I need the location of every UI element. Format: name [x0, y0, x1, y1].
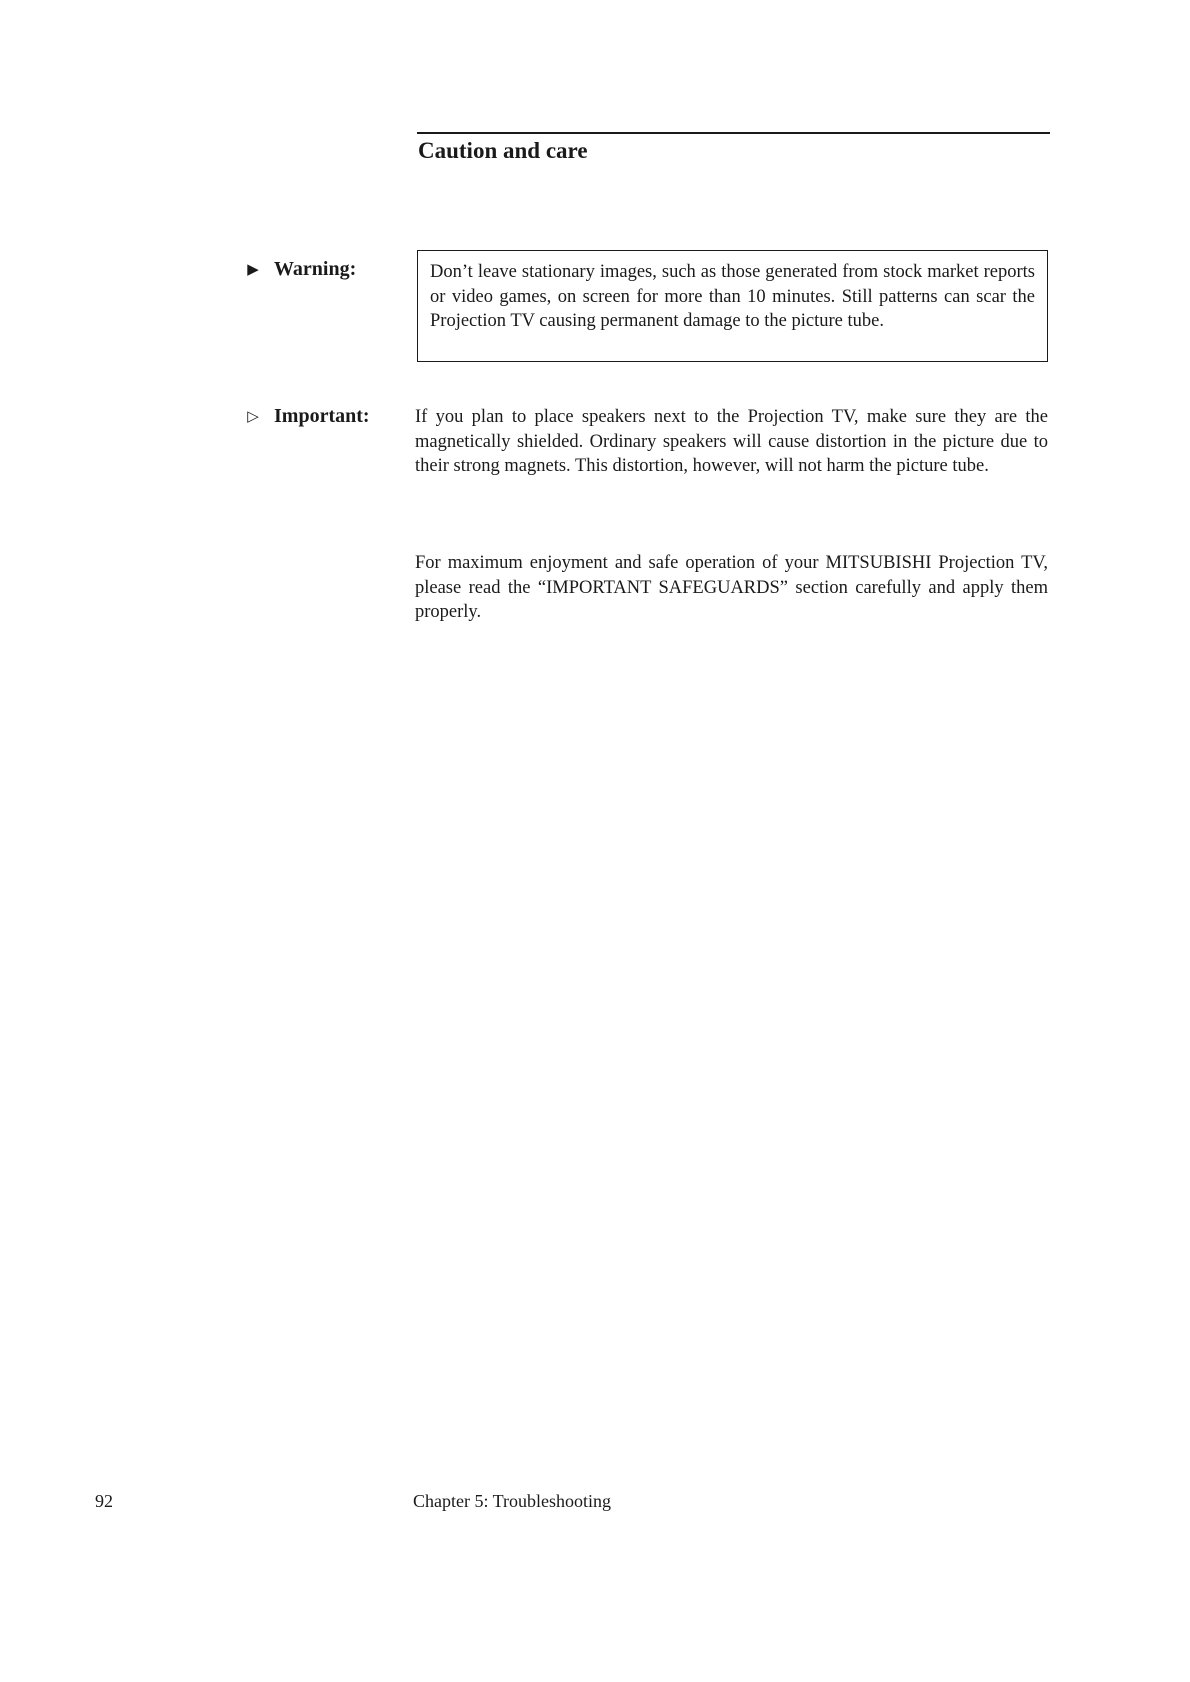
warning-box — [417, 250, 1048, 362]
warning-text: Don’t leave stationary images, such as those generated from stock market reports or video games, on screen for more than 10 minutes. Still patterns can scar the Projection TV causing permanent damage to the picture tube. — [430, 262, 1035, 331]
title-rule — [417, 132, 1050, 134]
filled-triangle-icon: ▶ — [247, 262, 259, 278]
page-title: Caution and care — [418, 138, 588, 163]
warning-label — [246, 258, 356, 281]
outline-triangle-icon: ▷ — [247, 409, 259, 425]
important-label — [246, 405, 370, 428]
chapter-footer: Chapter 5: Troubleshooting — [413, 1491, 612, 1511]
important-body — [415, 405, 1048, 479]
closing-body — [415, 551, 1048, 625]
page-number: 92 — [95, 1491, 113, 1511]
important-label-text: Important: — [274, 405, 370, 427]
important-text: If you plan to place speakers next to the Projection TV, make sure they are the magnetically shielded. Ordinary speakers will cause distortion in the picture due to their strong magnets. This distortion, however, will not harm the picture tube. — [415, 407, 1048, 476]
closing-text: For maximum enjoyment and safe operation of your MITSUBISHI Projection TV, please read the “IMPORTANT SAFEGUARDS” section carefully and apply them properly. — [415, 553, 1048, 622]
warning-label-text: Warning: — [274, 258, 357, 280]
